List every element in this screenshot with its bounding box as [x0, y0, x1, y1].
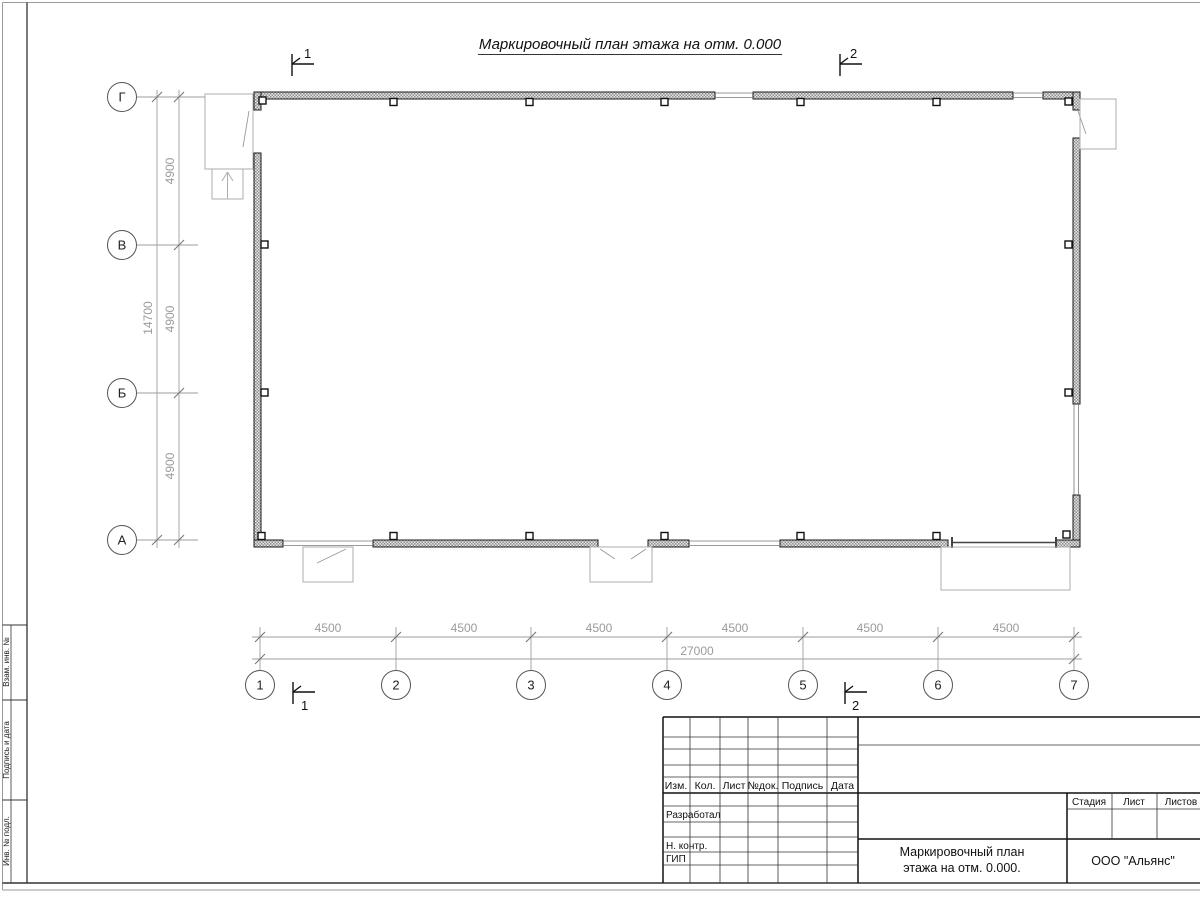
tb-doc-title-line2: этажа на отм. 0.000.: [903, 861, 1021, 875]
tb-header-list: Лист: [722, 780, 746, 792]
wall-top-2: [753, 92, 1013, 99]
row-axis-bubbles: [108, 83, 137, 555]
section-label-1-top: 1: [304, 46, 312, 61]
wall-bottom-2: [373, 540, 598, 547]
axis-row-a: А: [117, 532, 127, 548]
wall-bottom-3: [648, 540, 689, 547]
strip-label-vzam: Взам. инв. №: [2, 637, 11, 687]
window-openings: [283, 93, 1079, 546]
axis-col-1: 1: [256, 677, 264, 693]
tb-row-gip: ГИП: [666, 854, 686, 865]
bottom-axis-system: [246, 621, 1089, 700]
axis-col-7: 7: [1070, 677, 1078, 693]
axis-col-2: 2: [392, 677, 400, 693]
axis-col-3: 3: [527, 677, 535, 693]
axis-col-6: 6: [934, 677, 942, 693]
wall-top-1: [254, 92, 715, 99]
dim-row-seg-3: 4900: [163, 452, 177, 480]
axis-row-g: Г: [118, 89, 126, 105]
dim-row-total: 14700: [141, 301, 155, 335]
porch-a: [303, 547, 353, 582]
dim-col-seg-1: 4500: [314, 621, 342, 635]
axis-row-b: Б: [117, 385, 127, 401]
dim-col-seg-6: 4500: [992, 621, 1020, 635]
inner-frame: [3, 3, 1200, 884]
sheet-frame: [3, 3, 1200, 891]
drawing-title: [478, 36, 782, 55]
wall-left: [254, 153, 261, 547]
tb-header-ndok: №док.: [747, 780, 779, 792]
annex-top-right: [1080, 99, 1116, 149]
porch-c: [941, 547, 1070, 590]
building-walls: [254, 92, 1080, 547]
section-label-2-bottom: 2: [852, 698, 860, 713]
tb-header-kol: Кол.: [694, 780, 716, 792]
tb-row-nkontr: Н. контр.: [666, 841, 708, 852]
left-axis-system: [108, 83, 206, 555]
door-swings: [243, 111, 1086, 563]
axis-col-5: 5: [799, 677, 807, 693]
frame-strip-labels: [2, 637, 11, 866]
section-label-2-top: 2: [850, 46, 858, 61]
dim-col-seg-2: 4500: [450, 621, 478, 635]
tb-company: ООО "Альянс": [1091, 854, 1175, 868]
dim-col-seg-3: 4500: [585, 621, 613, 635]
annexes: [205, 94, 1116, 590]
dim-col-seg-5: 4500: [856, 621, 884, 635]
tb-header-izm: Изм.: [664, 780, 688, 792]
tb-stage-stadiya: Стадия: [1071, 797, 1107, 808]
strip-label-podpis: Подпись и дата: [2, 721, 11, 779]
title-block: [663, 717, 1200, 883]
tb-header-podpis: Подпись: [781, 780, 824, 792]
door-right-swing: [1078, 111, 1086, 134]
tb-stage-list: Лист: [1123, 797, 1145, 808]
wall-right-2: [1073, 495, 1080, 547]
dim-row-seg-2: 4900: [163, 305, 177, 333]
tb-stage-listov: Листов: [1164, 797, 1198, 808]
wall-right-1: [1073, 138, 1080, 404]
axis-row-v: В: [117, 237, 127, 253]
door-left-swing: [243, 111, 249, 147]
section-label-1-bottom: 1: [301, 698, 309, 713]
tb-row-razrabotal: Разработал: [666, 810, 721, 821]
page-title: Маркировочный план этажа на отм. 0.000: [478, 36, 782, 53]
tb-doc-title-line1: Маркировочный план: [899, 845, 1025, 859]
dim-col-total: 27000: [680, 644, 714, 658]
dim-col-seg-4: 4500: [721, 621, 749, 635]
gate-opening: [952, 537, 1056, 548]
door-center-swing-l: [600, 549, 615, 559]
door-center-swing-r: [631, 549, 646, 559]
dim-row-seg-1: 4900: [163, 157, 177, 185]
wall-bottom-5: [1056, 540, 1080, 547]
tb-header-data: Дата: [830, 780, 855, 792]
wall-bottom-4: [780, 540, 948, 547]
wall-corner-tr: [1073, 92, 1080, 110]
column-marks: [258, 97, 1072, 540]
strip-label-inv: Инв. № подл.: [2, 816, 11, 866]
wall-bottom-1: [254, 540, 283, 547]
porch-b: [590, 547, 652, 582]
axis-col-4: 4: [663, 677, 671, 693]
section-marks: [292, 54, 867, 704]
porch-a-swing: [317, 549, 346, 563]
